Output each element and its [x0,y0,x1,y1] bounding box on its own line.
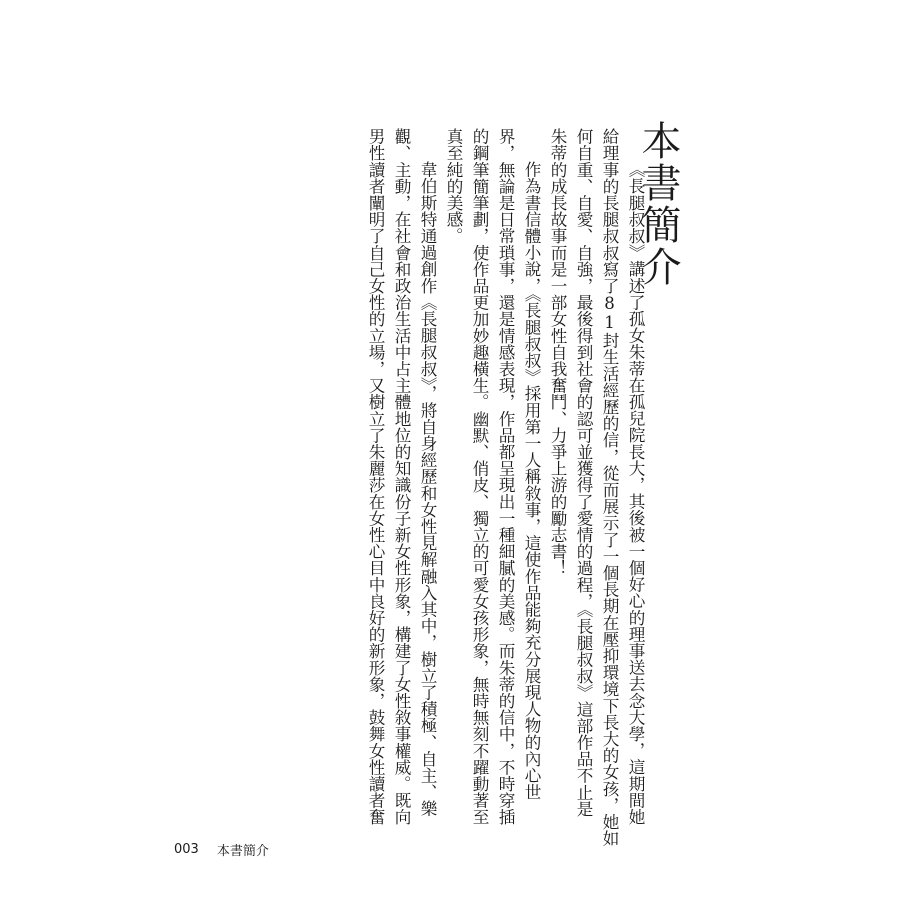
text-line: 界，無論是日常瑣事，還是情感表現，作品都呈現出一種細膩的美感。而朱蒂的信中，不時穿插 [496,128,515,826]
text-line: 的鋼筆簡筆劃，使作品更加妙趣橫生。幽默、俏皮、獨立的可愛女孩形象，無時無刻不躍動著至 [470,128,489,826]
text-line: 觀、主動，在社會和政治生活中占主體地位的知識份子新女性形象，構建了女性敘事權威。既向 [392,128,411,826]
text-line: 男性讀者闡明了自己女性的立場，又樹立了朱麗莎在女性心目中良好的新形象，鼓舞女性讀者奮 [366,128,385,826]
text-line: 真至純的美感。 [444,128,463,245]
body-text [362,128,648,847]
text-line: 《長腿叔叔》講述了孤女朱蒂在孤兒院長大，其後被一個好心的理事送去念大學，這期間她 [626,161,645,825]
text-line: 給理事的長腿叔叔寫了81封生活經歷的信，從而展示了一個長期在壓抑環境下長大的女孩，她如 [600,128,619,847]
text-line: 朱蒂的成長故事而是一部女性自我奮鬥、力爭上游的勵志書！ [548,128,567,577]
text-line: 何自重、自愛、自強，最後得到社會的認可並獲得了愛情的過程，《長腿叔叔》這部作品不止是 [574,128,593,817]
text-line: 韋伯斯特通過創作《長腿叔叔》，將自身經歷和女性見解融入其中，樹立了積極、自主、樂 [418,161,437,817]
page-footer [174,840,269,859]
chapter-title: 本書簡介 [635,120,681,288]
text-line: 作為書信體小說，《長腿叔叔》採用第一人稱敘事，這使作品能夠充分展現人物的內心世 [522,161,541,801]
running-title: 本書簡介 [216,844,269,859]
page-number: 003 [174,842,199,857]
